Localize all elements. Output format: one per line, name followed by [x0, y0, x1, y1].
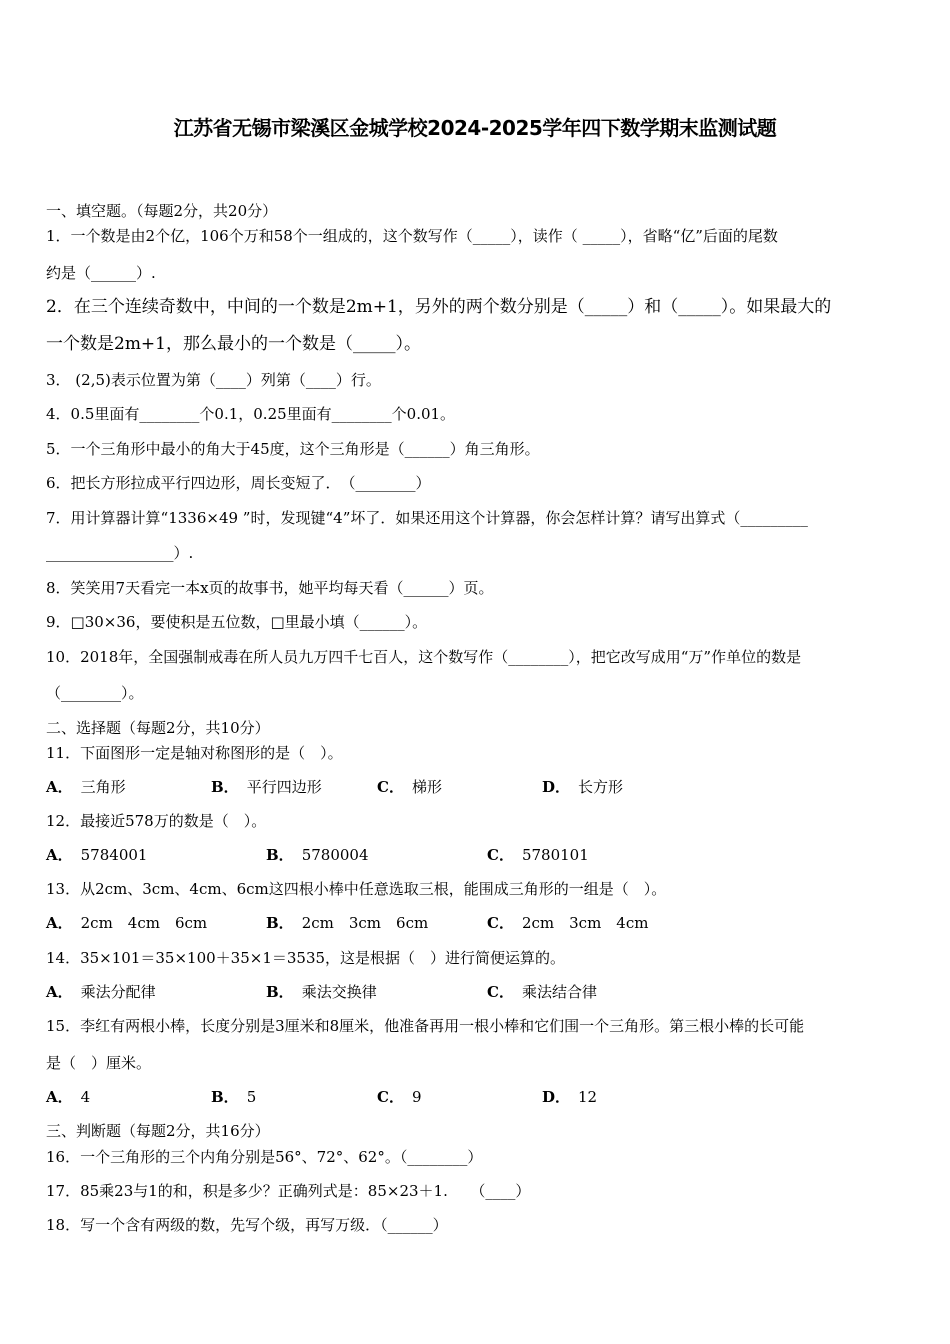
answer-option: [211, 1087, 256, 1107]
question-line: 18．写一个含有两级的数，先写个级，再写万级．（______）: [46, 1216, 448, 1234]
answer-option: [266, 913, 428, 933]
question-line: 约是（______）.: [46, 264, 156, 282]
option-letter: C．: [377, 778, 404, 796]
question-line: 10．2018年，全国强制戒毒在所人员九万四千七百人，这个数写作（________），把它改写成用“万”作单位的数是: [46, 648, 802, 666]
option-letter: D．: [542, 778, 571, 796]
answer-option: [542, 1087, 597, 1107]
option-letter: A．: [46, 846, 73, 864]
answer-option: [266, 982, 377, 1002]
option-letter: A．: [46, 914, 73, 932]
option-letter: C．: [487, 846, 514, 864]
option-text: 乘法结合律: [521, 983, 597, 1001]
answer-option: [487, 845, 589, 865]
option-letter: B．: [211, 1088, 239, 1106]
option-letter: B．: [266, 983, 294, 1001]
answer-option: [46, 777, 126, 797]
option-text: 2cm 4cm 6cm: [80, 914, 208, 932]
option-text: 5780004: [301, 846, 369, 864]
question-line: 7．用计算器计算“1336×49 ”时，发现键“4”坏了．如果还用这个计算器，你会怎样计算？请写出算式（_________: [46, 509, 808, 527]
option-letter: A．: [46, 778, 73, 796]
question-line: 8．笑笑用7天看完一本x页的故事书，她平均每天看（______）页。: [46, 579, 494, 597]
option-text: 2cm 3cm 6cm: [301, 914, 429, 932]
option-text: 5784001: [80, 846, 148, 864]
option-letter: C．: [487, 914, 514, 932]
question-line: 3． (2,5)表示位置为第（____）列第（____）行。: [46, 371, 381, 389]
question-line: （________）。: [46, 684, 144, 702]
question-line: 15．李红有两根小棒，长度分别是3厘米和8厘米，他准备再用一根小棒和它们围一个三角形。第三根小棒的长可能: [46, 1017, 805, 1035]
section-heading: 二、选择题（每题2分，共10分）: [46, 719, 270, 737]
section-heading: 三、判断题（每题2分，共16分）: [46, 1122, 270, 1140]
question-line: 5．一个三角形中最小的角大于45度，这个三角形是（______）角三角形。: [46, 440, 540, 458]
section-heading: 一、填空题。（每题2分，共20分）: [46, 202, 278, 220]
answer-option: [377, 777, 442, 797]
option-letter: C．: [377, 1088, 404, 1106]
option-letter: B．: [266, 846, 294, 864]
option-text: 平行四边形: [246, 778, 322, 796]
option-text: 长方形: [578, 778, 624, 796]
answer-option: [211, 777, 322, 797]
answer-option: [46, 1087, 90, 1107]
answer-option: [377, 1087, 422, 1107]
question-line: 4．0.5里面有________个0.1，0.25里面有________个0.01。: [46, 405, 456, 423]
question-line: 17．85乘23与1的和，积是多少？正确列式是：85×23＋1. （____）: [46, 1182, 531, 1200]
option-letter: A．: [46, 1088, 73, 1106]
answer-option: [487, 913, 648, 933]
question-line: 2．在三个连续奇数中，中间的一个数是2m+1，另外的两个数分别是（_____）和（_____）。如果最大的: [46, 297, 832, 317]
question-line: 13．从2cm、3cm、4cm、6cm这四根小棒中任意选取三根，能围成三角形的一组是（ ）。: [46, 880, 667, 898]
option-text: 乘法交换律: [301, 983, 377, 1001]
question-line: 是（ ）厘米。: [46, 1054, 152, 1072]
option-letter: B．: [211, 778, 239, 796]
option-text: 4: [80, 1088, 91, 1106]
answer-option: [46, 982, 156, 1002]
answer-option: [46, 845, 147, 865]
question-line: 16．一个三角形的三个内角分别是56°、72°、62°。（________）: [46, 1148, 483, 1166]
option-letter: C．: [487, 983, 514, 1001]
question-line: 一个数是2m+1，那么最小的一个数是（_____）。: [46, 334, 421, 354]
answer-option: [487, 982, 597, 1002]
option-text: 梯形: [411, 778, 442, 796]
answer-option: [266, 845, 369, 865]
question-line: _________________）.: [46, 544, 194, 562]
page-title: 江苏省无锡市梁溪区金城学校2024-2025学年四下数学期末监测试题: [173, 116, 777, 140]
option-text: 9: [411, 1088, 422, 1106]
question-line: 1．一个数是由2个亿，106个万和58个一组成的，这个数写作（_____），读作（ _____），省略“亿”后面的尾数: [46, 227, 778, 245]
answer-option: [46, 913, 207, 933]
option-text: 2cm 3cm 4cm: [521, 914, 649, 932]
question-line: 6．把长方形拉成平行四边形，周长变短了． （________）: [46, 474, 431, 492]
option-text: 三角形: [80, 778, 126, 796]
option-letter: A．: [46, 983, 73, 1001]
question-line: 14．35×101＝35×100＋35×1＝3535，这是根据（ ）进行简便运算的。: [46, 949, 566, 967]
option-letter: D．: [542, 1088, 571, 1106]
answer-option: [542, 777, 623, 797]
question-line: 12．最接近578万的数是（ ）。: [46, 812, 267, 830]
option-text: 5780101: [521, 846, 589, 864]
question-line: 9．□30×36，要使积是五位数，□里最小填（______）。: [46, 613, 428, 631]
option-letter: B．: [266, 914, 294, 932]
question-line: 11．下面图形一定是轴对称图形的是（ ）。: [46, 744, 343, 762]
option-text: 5: [246, 1088, 257, 1106]
option-text: 12: [578, 1088, 598, 1106]
option-text: 乘法分配律: [80, 983, 156, 1001]
